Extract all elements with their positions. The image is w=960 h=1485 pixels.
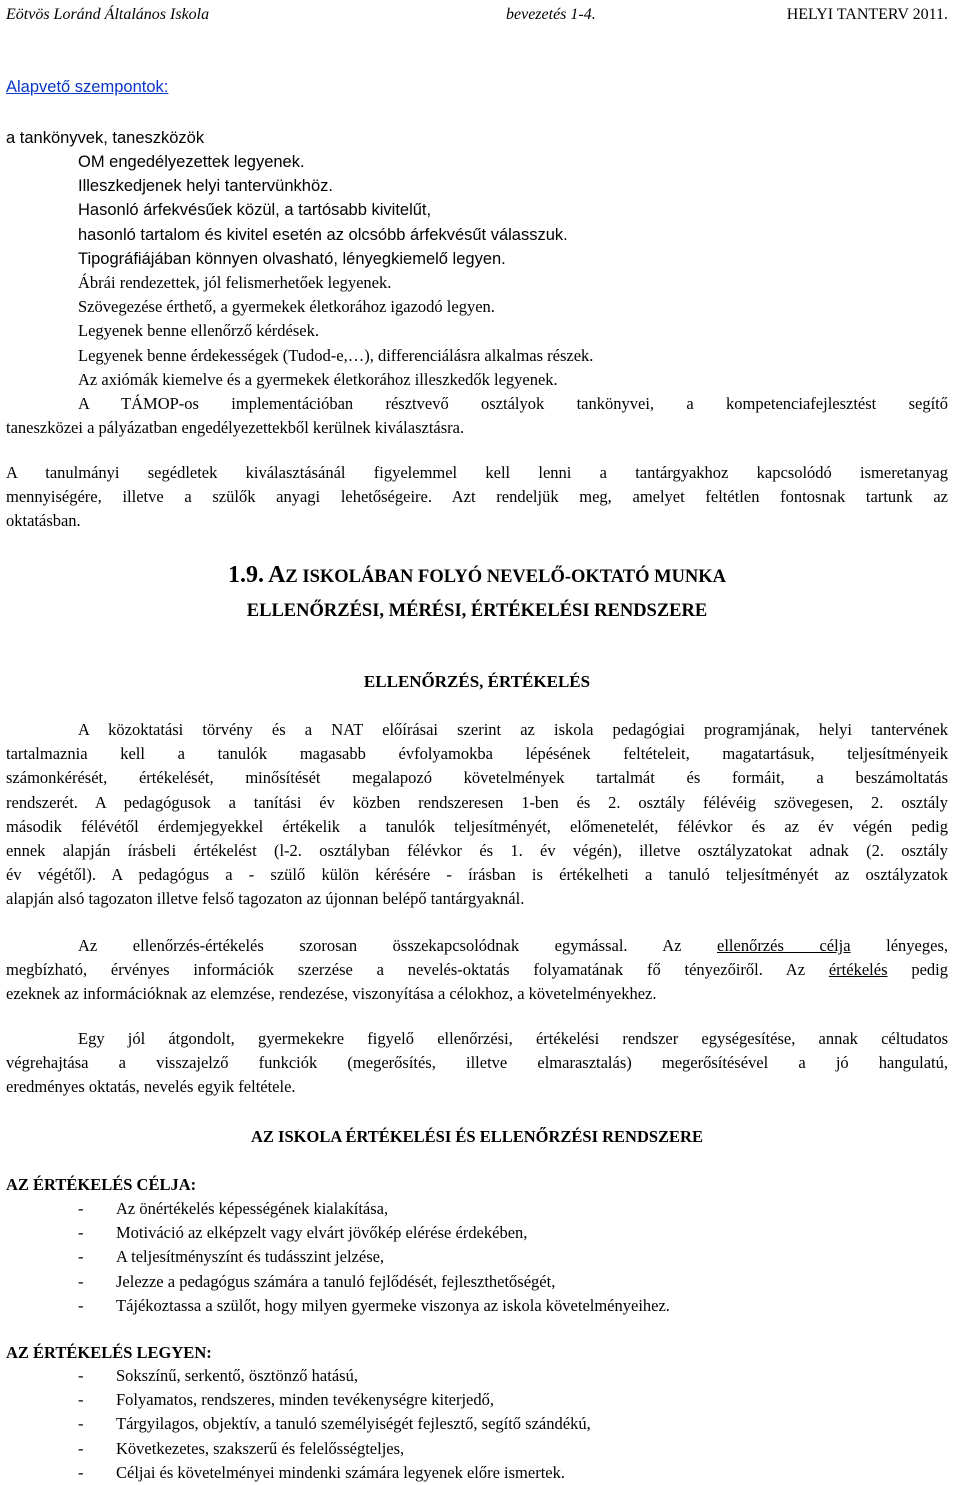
list-item: - Sokszínű, serkentő, ösztönző hatású,	[78, 1366, 358, 1385]
list-item: - Tárgyilagos, objektív, a tanuló személyiségét fejlesztő, segítő szándékú,	[78, 1414, 591, 1434]
tamop-paragraph	[6, 392, 948, 440]
basics-item: Illeszkedjenek helyi tantervünkhöz.	[78, 177, 333, 196]
be-heading-block	[6, 1341, 948, 1365]
study-aids-paragraph	[6, 461, 948, 534]
goal-of-checking: ellenőrzés célja	[717, 936, 851, 955]
be-list	[6, 1364, 948, 1485]
eval-paragraph-3	[6, 1027, 948, 1100]
eval-p1-line: A közoktatási törvény és a NAT előírásai szerint az iskola pedagógiai programjának, helyi tantervének	[78, 720, 948, 739]
basics-item: Legyenek benne érdekességek (Tudod-e,…), differenciálásra alkalmas részek.	[78, 345, 594, 365]
basics-item: Legyenek benne ellenőrző kérdések.	[78, 321, 319, 341]
eval-p2-line: megbízható, érvényes információk szerzése a nevelés-oktatás folyamatának fő tényezőiről. Az értékelés pedig	[6, 960, 948, 980]
basics-item: hasonló tartalom és kivitel esetén az olcsóbb árfekvésűt válasszuk.	[78, 225, 568, 244]
eval-p1-line: rendszerét. A pedagógusok a tanítási év közben rendszeresen 1-ben és 2. osztály félévéig szövegesen, 2. osztály	[6, 792, 948, 812]
basics-subject-block	[6, 126, 948, 150]
goal-heading-block	[6, 1173, 948, 1197]
basics-title-block	[6, 75, 948, 99]
basics-item: Szövegezése érthető, a gyermekek életkorához igazodó legyen.	[78, 297, 495, 317]
system-heading-block	[6, 1125, 948, 1149]
system-heading: AZ ISKOLA ÉRTÉKELÉSI ÉS ELLENŐRZÉSI RENDSZERE	[251, 1127, 703, 1146]
section-title-initial: A	[268, 562, 286, 588]
tamop-line: A TÁMOP-os implementációban résztvevő osztályok tankönyvei, a kompetenciafejlesztést segítő	[78, 394, 948, 413]
section-title-line2: ELLENŐRZÉSI, MÉRÉSI, ÉRTÉKELÉSI RENDSZERE	[246, 601, 708, 621]
list-item: - Folyamatos, rendszeres, minden tevékenységre kiterjedő,	[78, 1390, 495, 1410]
list-item: - Motiváció az elképzelt vagy elvárt jövőkép elérése érdekében,	[78, 1223, 528, 1243]
eval-p1-line: számonkérését, értékelését, minősítését megalapozó követelmények tartalmát és formáit, a beszámoltatás	[6, 768, 948, 788]
list-item: - Következetes, szakszerű és felelősségteljes,	[78, 1438, 405, 1458]
eval-p3-line: Egy jól átgondolt, gyermekekre figyelő ellenőrzési, értékelési rendszer egységesítése, annak céltudatos	[78, 1029, 948, 1048]
eval-heading-block	[6, 670, 948, 694]
header-school-name: Eötvös Loránd Általános Iskola	[6, 6, 210, 23]
section-number: 1.9.	[227, 562, 264, 588]
eval-heading: ELLENŐRZÉS, ÉRTÉKELÉS	[363, 672, 591, 691]
eval-paragraph-1	[6, 718, 948, 912]
eval-p1-line: alapján alsó tagozaton illetve felső tagozaton az újonnan belépő tantárgyaknál.	[6, 889, 525, 909]
header-section-label: bevezetés 1-4.	[506, 6, 596, 23]
eval-p1-line: ennek alapján írásbeli értékelést (l-2. osztályban félévkor és 1. év végén), illetve osztályzatokat adnak (2. osztály	[6, 840, 948, 860]
eval-p3-line: eredményes oktatás, nevelés egyik feltétele.	[6, 1077, 296, 1097]
basics-title: Alapvető szempontok:	[6, 78, 169, 96]
eval-paragraph-2	[6, 934, 948, 1007]
basics-item: Ábrái rendezettek, jól felismerhetőek legyenek.	[78, 273, 392, 292]
section-title-rest: Z ISKOLÁBAN FOLYÓ NEVELŐ-OKTATÓ MUNKA	[285, 567, 727, 587]
study-aids-line: mennyiségére, illetve a szülők anyagi lehetőségeire. Azt rendeljük meg, amelyet feltétlen fontosnak tartunk az	[6, 487, 948, 507]
goal-list	[6, 1197, 948, 1318]
header-curriculum-label: HELYI TANTERV 2011.	[786, 6, 948, 23]
evaluation-term: értékelés	[828, 960, 888, 980]
be-heading: AZ ÉRTÉKELÉS LEGYEN:	[6, 1343, 212, 1362]
page-header	[6, 3, 948, 25]
eval-p2-line: Az ellenőrzés-értékelés szorosan összekapcsolódnak egymással. Az ellenőrzés célja lényeges,	[78, 936, 948, 955]
basics-list	[6, 150, 948, 271]
basics-item: Az axiómák kiemelve és a gyermekek életkorához illeszkedők legyenek.	[78, 369, 558, 389]
basics-item: Tipográfiájában könnyen olvasható, lényegkiemelő legyen.	[78, 249, 506, 268]
list-item: - Tájékoztassa a szülőt, hogy milyen gyermeke viszonya az iskola követelményeihez.	[78, 1295, 670, 1315]
section-heading	[6, 560, 948, 626]
basics-subject: a tankönyvek, taneszközök	[6, 129, 205, 147]
list-item: - Jelezze a pedagógus számára a tanuló fejlődését, fejleszthetőségét,	[78, 1271, 556, 1291]
study-aids-line: oktatásban.	[6, 511, 81, 531]
eval-p1-line: tartalmaznia kell a tanulók magasabb évfolyamokba lépésének feltételeit, magatartásuk, teljesítményeik	[6, 744, 948, 764]
eval-p1-line: második félévétől érdemjegyekkel értékelik a tanulók teljesítményét, előmenetelét, félévkor és az év végén pedig	[6, 816, 948, 836]
tamop-line: taneszközei a pályázatban engedélyezettekből kerülnek kiválasztásra.	[6, 418, 465, 438]
goal-heading: AZ ÉRTÉKELÉS CÉLJA:	[6, 1175, 197, 1194]
list-item: - Céljai és követelményei mindenki számára legyenek előre ismertek.	[78, 1462, 565, 1482]
eval-p1-line: év végétől). A pedagógus a - szülő külön kérésére - írásban is értékelheti a tanuló teljesítményét az osztályzatok	[6, 865, 948, 885]
list-item: - A teljesítményszínt és tudásszint jelzése,	[78, 1247, 385, 1267]
eval-p2-line: ezeknek az információknak az elemzése, rendezése, viszonyítása a célokhoz, a követelményekhez.	[6, 984, 657, 1004]
study-aids-line: A tanulmányi segédletek kiválasztásánál figyelemmel kell lenni a tantárgyakhoz kapcsolódó ismeretanyag	[6, 463, 948, 482]
basics-item: Hasonló árfekvésűek közül, a tartósabb kivitelűt,	[78, 201, 432, 220]
list-item: - Az önértékelés képességének kialakítása,	[78, 1199, 389, 1218]
basics-list-serif	[6, 271, 948, 392]
basics-item: OM engedélyezettek legyenek.	[78, 153, 305, 171]
eval-p3-line: végrehajtása a visszajelző funkciók (megerősítés, illetve elmarasztalás) megerősítésével a jó hangulatú,	[6, 1053, 948, 1073]
